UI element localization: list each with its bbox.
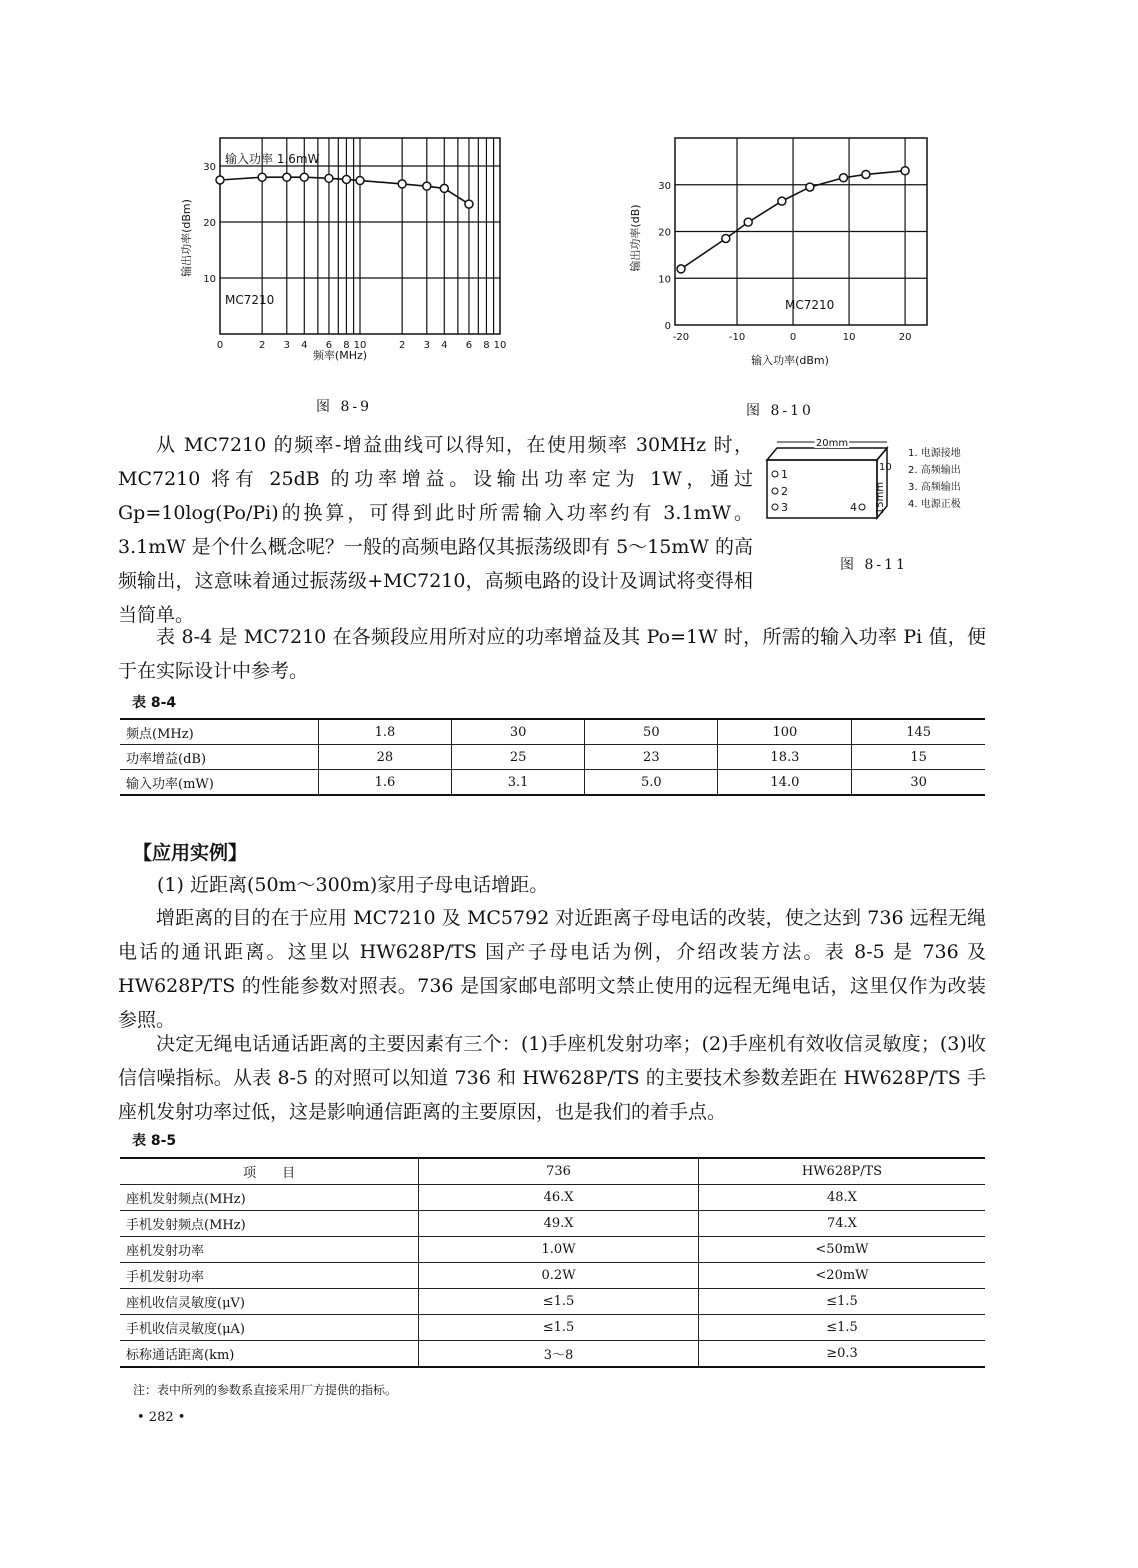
figure-8-11-module-diagram (765, 436, 995, 526)
y-tick-labels (203, 162, 216, 285)
paragraph-1: 从 MC7210 的频率-增益曲线可以得知，在使用频率 30MHz 时，MC7210 将有 25dB 的功率增益。设输出功率定为 1W，通过 Gp=10log(Po/Pi)的换算，可得到此时所需输入功率约有 3.1mW。3.1mW 是个什么概念呢？一般的高频电路仅其振荡级即有 5～15mW 的高频输出，这意味着通过振荡级+MC7210，高频电路的设计及调试将变得相当简单。 (118, 434, 753, 626)
table-cell: 3～8 (419, 1341, 699, 1368)
table-cell: 48.X (698, 1185, 985, 1211)
table-cell: 项 目 (120, 1158, 419, 1185)
x-tick-label: 8 (483, 340, 490, 351)
table-cell: 30 (452, 719, 585, 745)
pin-4-label: 4 (850, 501, 857, 514)
y-tick-labels (658, 181, 671, 332)
figure-8-11-caption: 图 8-11 (840, 557, 908, 573)
pin-3-label: 3 (781, 501, 788, 514)
data-point (356, 177, 364, 185)
table-row (120, 1289, 985, 1315)
data-point (722, 235, 730, 243)
y-tick-label: 30 (203, 162, 216, 173)
table-cell: 手机发射功率 (120, 1263, 419, 1289)
table-cell: 100 (718, 719, 852, 745)
x-tick-label: 20 (898, 332, 912, 343)
dimension-height: 15mm (875, 481, 886, 515)
data-point (744, 218, 752, 226)
x-tick-label: 0 (789, 332, 797, 343)
x-tick-label: 3 (423, 340, 430, 351)
table-cell: 1.8 (318, 719, 451, 745)
y-axis-label: 输出功率(dBm) (180, 199, 193, 277)
dimension-width: 20mm (815, 438, 849, 449)
module-top-face (767, 448, 887, 460)
model-label: MC7210 (785, 298, 835, 312)
figure-8-10-chart (625, 128, 945, 373)
pin-legend-4: 4. 电源正极 (908, 499, 961, 510)
table-row (120, 719, 985, 745)
y-tick-label: 20 (658, 227, 671, 239)
table-cell: HW628P/TS (698, 1158, 985, 1185)
table-note: 注：表中所列的参数系直接采用厂方提供的指标。 (133, 1383, 398, 1397)
table-cell: 736 (419, 1158, 699, 1185)
table-cell: 座机发射功率 (120, 1237, 419, 1263)
table-row (120, 770, 985, 796)
data-point (300, 173, 308, 181)
table-row (120, 1263, 985, 1289)
table-row (120, 1341, 985, 1368)
table-cell: 功率增益(dB) (120, 745, 318, 770)
y-axis-label: 输出功率(dB) (629, 204, 642, 272)
section-heading: 【应用实例】 (133, 842, 248, 864)
figure-8-9-caption: 图 8-9 (316, 399, 372, 415)
table-row (120, 1315, 985, 1341)
table-cell: 频点(MHz) (120, 719, 318, 745)
table-8-5-label: 表 8-5 (132, 1133, 177, 1149)
paragraph-4: 决定无绳电话通话距离的主要因素有三个：(1)手座机发射功率；(2)手座机有效收信灵敏度；(3)收信信噪指标。从表 8-5 的对照可以知道 736 和 HW628P/TS 的主要技术参数差距在 HW628P/TS 手座机发射功率过低，这是影响通信距离的主要原因，也是我们的着手点。 (118, 1033, 986, 1123)
data-point (283, 173, 291, 181)
table-cell: 5.0 (585, 770, 718, 796)
y-tick-label: 10 (203, 274, 216, 285)
table-cell: 18.3 (718, 745, 852, 770)
pin-2-label: 2 (781, 485, 788, 498)
x-tick-label: 2 (258, 340, 266, 351)
chart-grid (675, 138, 927, 325)
x-tick-label: 2 (398, 340, 406, 351)
data-point (216, 176, 224, 184)
x-tick-label: -20 (672, 332, 690, 343)
table-cell: 0.2W (419, 1263, 699, 1289)
x-tick-label: 4 (441, 340, 448, 351)
table-cell: ≤1.5 (419, 1315, 699, 1341)
figure-8-10-caption: 图 8-10 (746, 403, 814, 419)
table-cell: ≤1.5 (698, 1315, 985, 1341)
pin-2-icon (772, 488, 778, 494)
table-cell: 28 (318, 745, 451, 770)
table-cell: 25 (452, 745, 585, 770)
pin-legend-1: 1. 电源接地 (908, 448, 961, 459)
dimension-inner: 10 (879, 462, 892, 473)
page-number: • 282 • (137, 1410, 186, 1425)
x-axis-label: 输入功率(dBm) (751, 354, 829, 367)
table-cell: 座机发射频点(MHz) (120, 1185, 419, 1211)
table-cell: 座机收信灵敏度(μV) (120, 1289, 419, 1315)
x-tick-label: 10 (493, 340, 507, 351)
data-point (806, 183, 814, 191)
chart-annotation: 输入功率 1.6mW (225, 152, 320, 166)
data-point (901, 167, 909, 175)
x-tick-label: 6 (465, 340, 473, 351)
pin-3-icon (772, 504, 778, 510)
table-row (120, 1211, 985, 1237)
pin-1-label: 1 (781, 468, 788, 481)
data-point (839, 174, 847, 182)
table-cell: 15 (852, 745, 985, 770)
table-cell: 46.X (419, 1185, 699, 1211)
data-point (423, 182, 431, 190)
data-point (440, 184, 448, 192)
data-point (465, 200, 473, 208)
table-cell: 30 (852, 770, 985, 796)
x-tick-label: 4 (301, 340, 308, 351)
table-8-4 (120, 718, 985, 796)
table-cell: 1.0W (419, 1237, 699, 1263)
table-row (120, 1185, 985, 1211)
table-cell: 输入功率(mW) (120, 770, 318, 796)
table-cell: <20mW (698, 1263, 985, 1289)
x-tick-label: 0 (216, 340, 224, 351)
y-tick-label: 10 (658, 274, 671, 286)
y-tick-label: 30 (658, 180, 671, 192)
pin-4-icon (859, 504, 865, 510)
table-cell: 1.6 (318, 770, 451, 796)
pin-legend-2: 2. 高频输出 (908, 465, 961, 476)
y-tick-label: 0 (664, 321, 671, 332)
table-cell: ≤1.5 (419, 1289, 699, 1315)
table-cell: ≤1.5 (698, 1289, 985, 1315)
paragraph-3: 增距离的目的在于应用 MC7210 及 MC5792 对近距离子母电话的改装，使之达到 736 远程无绳电话的通讯距离。这里以 HW628P/TS 国产子母电话为例，介绍改装方法。表 8-5 是 736 及 HW628P/TS 的性能参数对照表。736 是国家邮电部明文禁止使用的远程无绳电话，这里仅作为改装参照。 (118, 907, 986, 1031)
table-cell: 49.X (419, 1211, 699, 1237)
list-item-1: (1) 近距离(50m～300m)家用子母电话增距。 (157, 874, 549, 896)
table-cell: 74.X (698, 1211, 985, 1237)
table-cell: <50mW (698, 1237, 985, 1263)
data-point (342, 175, 350, 183)
table-cell: 3.1 (452, 770, 585, 796)
data-point (258, 173, 266, 181)
table-cell: 50 (585, 719, 718, 745)
x-axis-label: 频率(MHz) (312, 349, 368, 362)
x-tick-label: 3 (283, 340, 290, 351)
table-cell: 手机收信灵敏度(μA) (120, 1315, 419, 1341)
y-tick-label: 20 (203, 218, 216, 229)
x-tick-labels (673, 332, 912, 343)
table-cell: 23 (585, 745, 718, 770)
data-point (325, 174, 333, 182)
x-tick-label: 6 (325, 340, 333, 351)
data-point (862, 170, 870, 178)
model-label: MC7210 (225, 293, 275, 307)
table-cell: 145 (852, 719, 985, 745)
table-8-4-label: 表 8-4 (132, 695, 177, 711)
data-point (398, 180, 406, 188)
x-tick-label: 8 (343, 340, 350, 351)
table-cell: 标称通话距离(km) (120, 1341, 419, 1368)
table-row (120, 1158, 985, 1185)
figure-8-9-chart (175, 128, 515, 368)
pin-1-icon (772, 471, 778, 477)
table-cell: ≥0.3 (698, 1341, 985, 1368)
pin-legend-3: 3. 高频输出 (908, 482, 961, 493)
paragraph-2: 表 8-4 是 MC7210 在各频段应用所对应的功率增益及其 Po=1W 时，所需的输入功率 Pi 值，便于在实际设计中参考。 (118, 626, 986, 682)
table-cell: 手机发射频点(MHz) (120, 1211, 419, 1237)
table-cell: 14.0 (718, 770, 852, 796)
data-point (677, 265, 685, 273)
x-tick-label: 10 (842, 332, 856, 343)
x-tick-label: 10 (353, 340, 367, 351)
x-tick-label: -10 (728, 332, 746, 343)
table-row (120, 1237, 985, 1263)
data-point (778, 197, 786, 205)
table-8-5 (120, 1157, 985, 1368)
table-row (120, 745, 985, 770)
